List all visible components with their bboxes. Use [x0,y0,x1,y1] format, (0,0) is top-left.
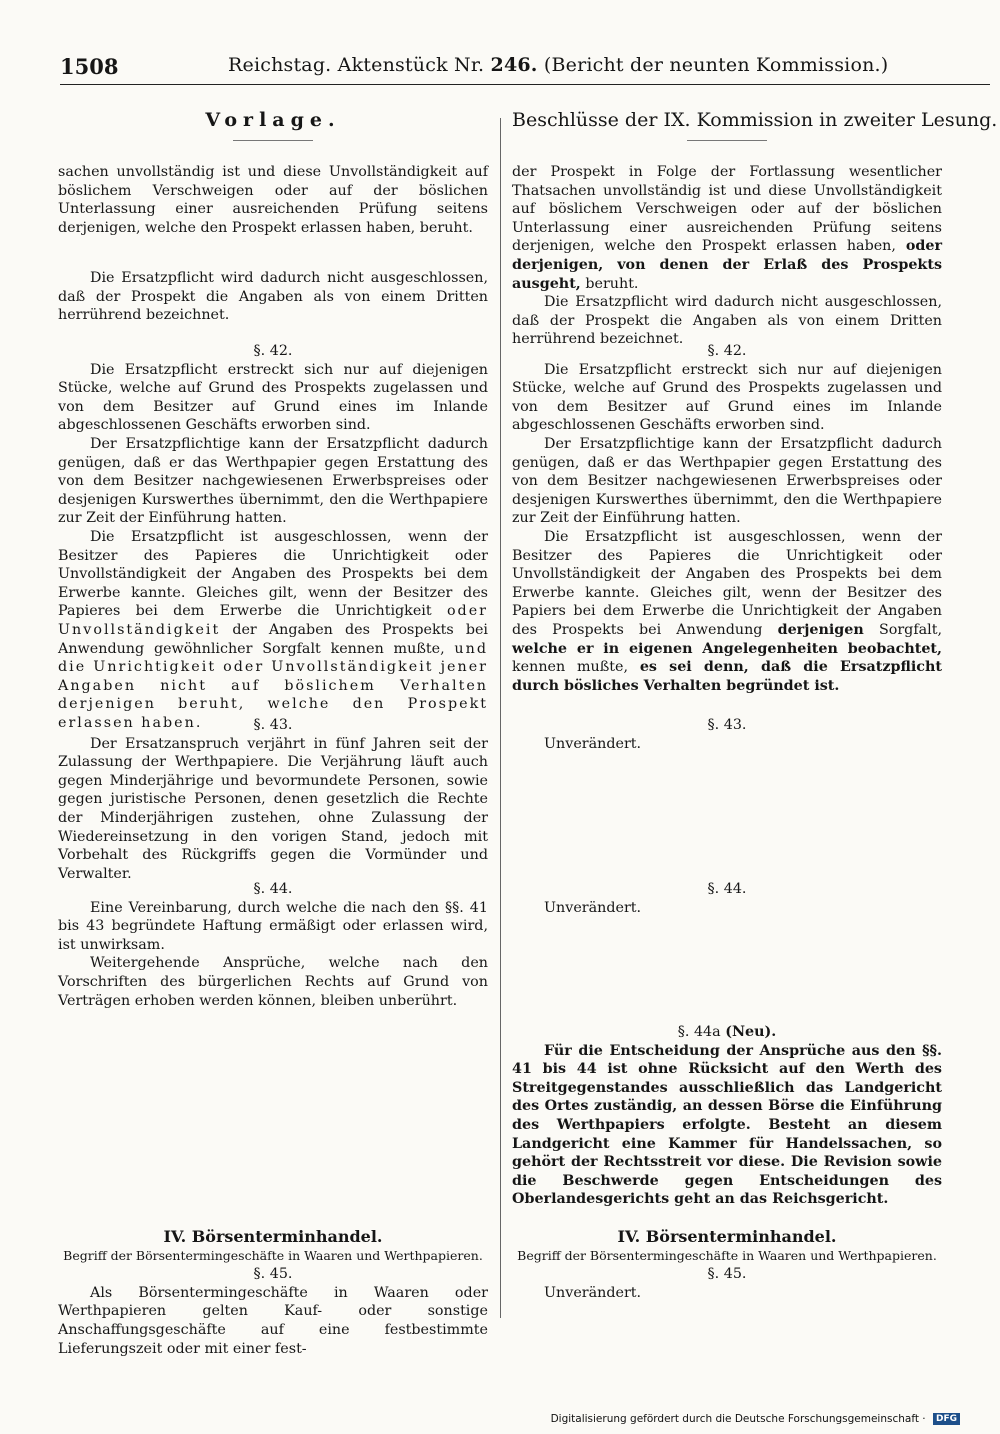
right-column [512,108,998,1301]
column-divider [500,118,501,1318]
digitization-credit [551,1413,960,1425]
right-section-44 [512,880,942,917]
section-44-para-2: Weitergehende Ansprüche, welche nach den Vorschriften des bürgerlichen Rechts auf Grund von Verträgen erhoben werden können, bleiben unberührt. [58,955,488,1009]
section-42-para-1: Die Ersatzpflicht erstreckt sich nur auf diejenigen Stücke, welche auf Grund des Prospekts zugelassen und von dem Besitzer auf Grund eines im Inlande abgeschlossenen Geschäfts erworben sind. [512,361,942,434]
new-marker: (Neu). [725,1024,777,1040]
left-section-44 [58,880,488,1010]
section-44-unchanged: Unverändert. [544,899,642,916]
section-42-para-1: Die Ersatzpflicht erstreckt sich nur auf diejenigen Stücke, welche auf Grund des Prospekts zugelassen und von dem Besitzer auf Grund eines im Inlande abgeschlossenen Geschäfts erworben sind. [58,361,488,434]
section-44a-heading: §. 44a (Neu). [677,1024,777,1040]
left-column [58,108,489,1357]
section-iv-title: IV. Börsenterminhandel. [163,1227,383,1246]
section-iv-subtitle: Begriff der Börsentermingeschäfte in Waaren und Werthpapieren. [63,1247,483,1263]
running-title-main: Reichstag. Aktenstück Nr. [228,54,485,76]
section-iv-subtitle: Begriff der Börsentermingeschäfte in Waaren und Werthpapieren. [517,1247,937,1263]
spaced-emphasis: oder Unvollständigkeit [58,603,488,638]
section-42-heading: §. 42. [707,343,747,359]
amendment-bold: es sei denn, daß die Ersatzpflicht durch bösliches Verhalten begründet ist. [512,659,943,694]
dfg-logo: DFG [933,1413,960,1425]
page-number: 1508 [60,54,119,79]
left-section-43 [58,716,488,883]
right-paragraph-1: der Prospekt in Folge der Fortlassung wesentlicher Thatsachen unvollständig ist und diese Unvollständigkeit auf böslichem Verschweigen oder auf der böslichen Unterlassung einer ausreichenden Prüfung seitens derjenigen, welche den Prospekt erlassen haben, oder derjenigen, von denen der Erlaß des Prospekts ausgeht, beruht. Die Ersatzpflicht wird dadurch nicht ausgeschlossen, daß der Prospekt die Angaben als von einem Dritten herrührend bezeichnet. [512,164,942,348]
section-44-heading: §. 44. [253,881,293,897]
section-45-heading: §. 45. [253,1266,293,1283]
right-section-iv [512,1228,942,1302]
running-title-rest: (Bericht der neunten Kommission.) [543,54,889,76]
left-section-iv [58,1228,488,1358]
right-column-heading: Beschlüsse der IX. Kommission in zweiter Lesung. [512,109,998,131]
left-paragraph-1: sachen unvollständig ist und diese Unvollständigkeit auf böslichem Verschweigen oder auf der böslichen Unterlassung einer ausreichenden Prüfung seitens derjenigen, welche den Prospekt erlassen haben, beruht. [58,164,488,236]
section-44a-para-1: Für die Entscheidung der Ansprüche aus den §§. 41 bis 44 ist ohne Rücksicht auf den Werth des Streitgegenstandes ausschließlich das Landgericht des Ortes zuständig, an dessen Börse die Einführung des Werthpapiers erfolgte. Besteht an diesem Landgericht eine Kammer für Handelssachen, so gehört der Rechtsstreit vor diese. Die Revision sowie die Beschwerde gegen Entscheidungen des Oberlandesgerichts geht an das Reichsgericht. [512,1042,942,1208]
section-44-heading: §. 44. [707,881,747,897]
right-heading-rule [687,140,767,141]
credit-text: Digitalisierung gefördert durch die Deutsche Forschungsgemeinschaft · [550,1413,926,1425]
amendment-bold: welche er in eigenen Angelegenheiten beobachtet, [512,640,942,657]
running-title [228,56,888,75]
left-section-42 [58,342,488,732]
section-43-unchanged: Unverändert. [544,735,642,752]
section-iv-title: IV. Börsenterminhandel. [617,1227,837,1246]
document-number: 246. [490,54,538,76]
header-rule [60,84,990,85]
section-42-para-2: Der Ersatzpflichtige kann der Ersatzpflicht dadurch genügen, daß er das Werthpapier gegen Erstattung des von dem Besitzer nachgewiesenen Erwerbspreises oder desjenigen Kurswerthes übernimmt, den die Werthpapiere zur Zeit der Einführung hatten. [58,435,488,527]
amendment-bold: oder derjenigen, von denen der Erlaß des Prospekts ausgeht, [512,238,942,292]
section-42-heading: §. 42. [253,343,293,359]
left-heading-rule [233,140,313,141]
left-column-heading: Vorlage. [205,109,341,131]
section-42-para-2: Der Ersatzpflichtige kann der Ersatzpflicht dadurch genügen, daß er das Werthpapier gegen Erstattung des von dem Besitzer nachgewiesenen Erwerbspreises oder desjenigen Kurswerthes übernimmt, den die Werthpapiere zur Zeit der Einführung hatten. [512,435,942,527]
section-43-heading: §. 43. [253,717,293,733]
right-section-43 [512,716,942,753]
section-45-unchanged: Unverändert. [544,1284,642,1301]
section-45-para-1: Als Börsentermingeschäfte in Waaren oder Werthpapieren gelten Kauf- oder sonstige Anschaffungsgeschäfte auf eine festbestimmte Lieferungszeit oder mit einer fest- [58,1284,488,1357]
section-42-para-3: Die Ersatzpflicht ist ausgeschlossen, wenn der Besitzer des Papieres die Unrichtigkeit oder Unvollständigkeit der Angaben des Prospekts bei dem Erwerbe kannte. Gleiches gilt, wenn der Besitzer des Papieres bei dem Erwerbe die Unrichtigkeit oder Unvollständigkeit der Angaben des Prospekts bei Anwendung gewöhnlicher Sorgfalt kennen mußte, und die Unrichtigkeit oder Unvollständigkeit jener Angaben nicht auf böslichem Verhalten derjenigen beruht, welche den Prospekt erlassen haben. [58,528,489,731]
section-43-heading: §. 43. [707,717,747,733]
left-paragraph-2: Die Ersatzpflicht wird dadurch nicht ausgeschlossen, daß der Prospekt die Angaben als von einem Dritten herrührend bezeichnet. [58,270,488,324]
amendment-bold: derjenigen [777,621,864,638]
section-43-para-1: Der Ersatzanspruch verjährt in fünf Jahren seit der Zulassung der Werthpapiere. Die Verjährung läuft auch gegen Minderjährige und bevormundete Personen, sowie gegen juristische Personen, denen gesetzlich die Rechte der Minderjährigen zustehen, ohne Zulassung der Wiedereinsetzung in den vorigen Stand, jedoch mit Vorbehalt des Rückgriffs gegen die Vormünder und Verwalter. [58,735,488,882]
right-paragraph-2: Die Ersatzpflicht wird dadurch nicht ausgeschlossen, daß der Prospekt die Angaben als von einem Dritten herrührend bezeichnet. [512,294,942,348]
right-section-42 [512,342,942,695]
section-45-heading: §. 45. [707,1266,747,1283]
spaced-emphasis: und die Unrichtigkeit oder Unvollständigkeit jener Angaben nicht auf böslichem Verhalten derjenigen beruht, welche den Prospekt erlassen haben. [58,640,488,731]
section-42-para-3: Die Ersatzpflicht ist ausgeschlossen, wenn der Besitzer des Papieres die Unrichtigkeit oder Unvollständigkeit der Angaben des Prospekts bei dem Erwerbe kannte. Gleiches gilt, wenn der Besitzer des Papiers bei dem Erwerbe die Unrichtigkeit der Angaben des Prospekts bei Anwendung derjenigen Sorgfalt, welche er in eigenen Angelegenheiten beobachtet, kennen mußte, es sei denn, daß die Ersatzpflicht durch bösliches Verhalten begründet ist. [512,528,943,694]
right-section-44a [512,1023,942,1209]
section-44-para-1: Eine Vereinbarung, durch welche die nach den §§. 41 bis 43 begründete Haftung ermäßigt oder erlassen wird, ist unwirksam. [58,899,488,953]
